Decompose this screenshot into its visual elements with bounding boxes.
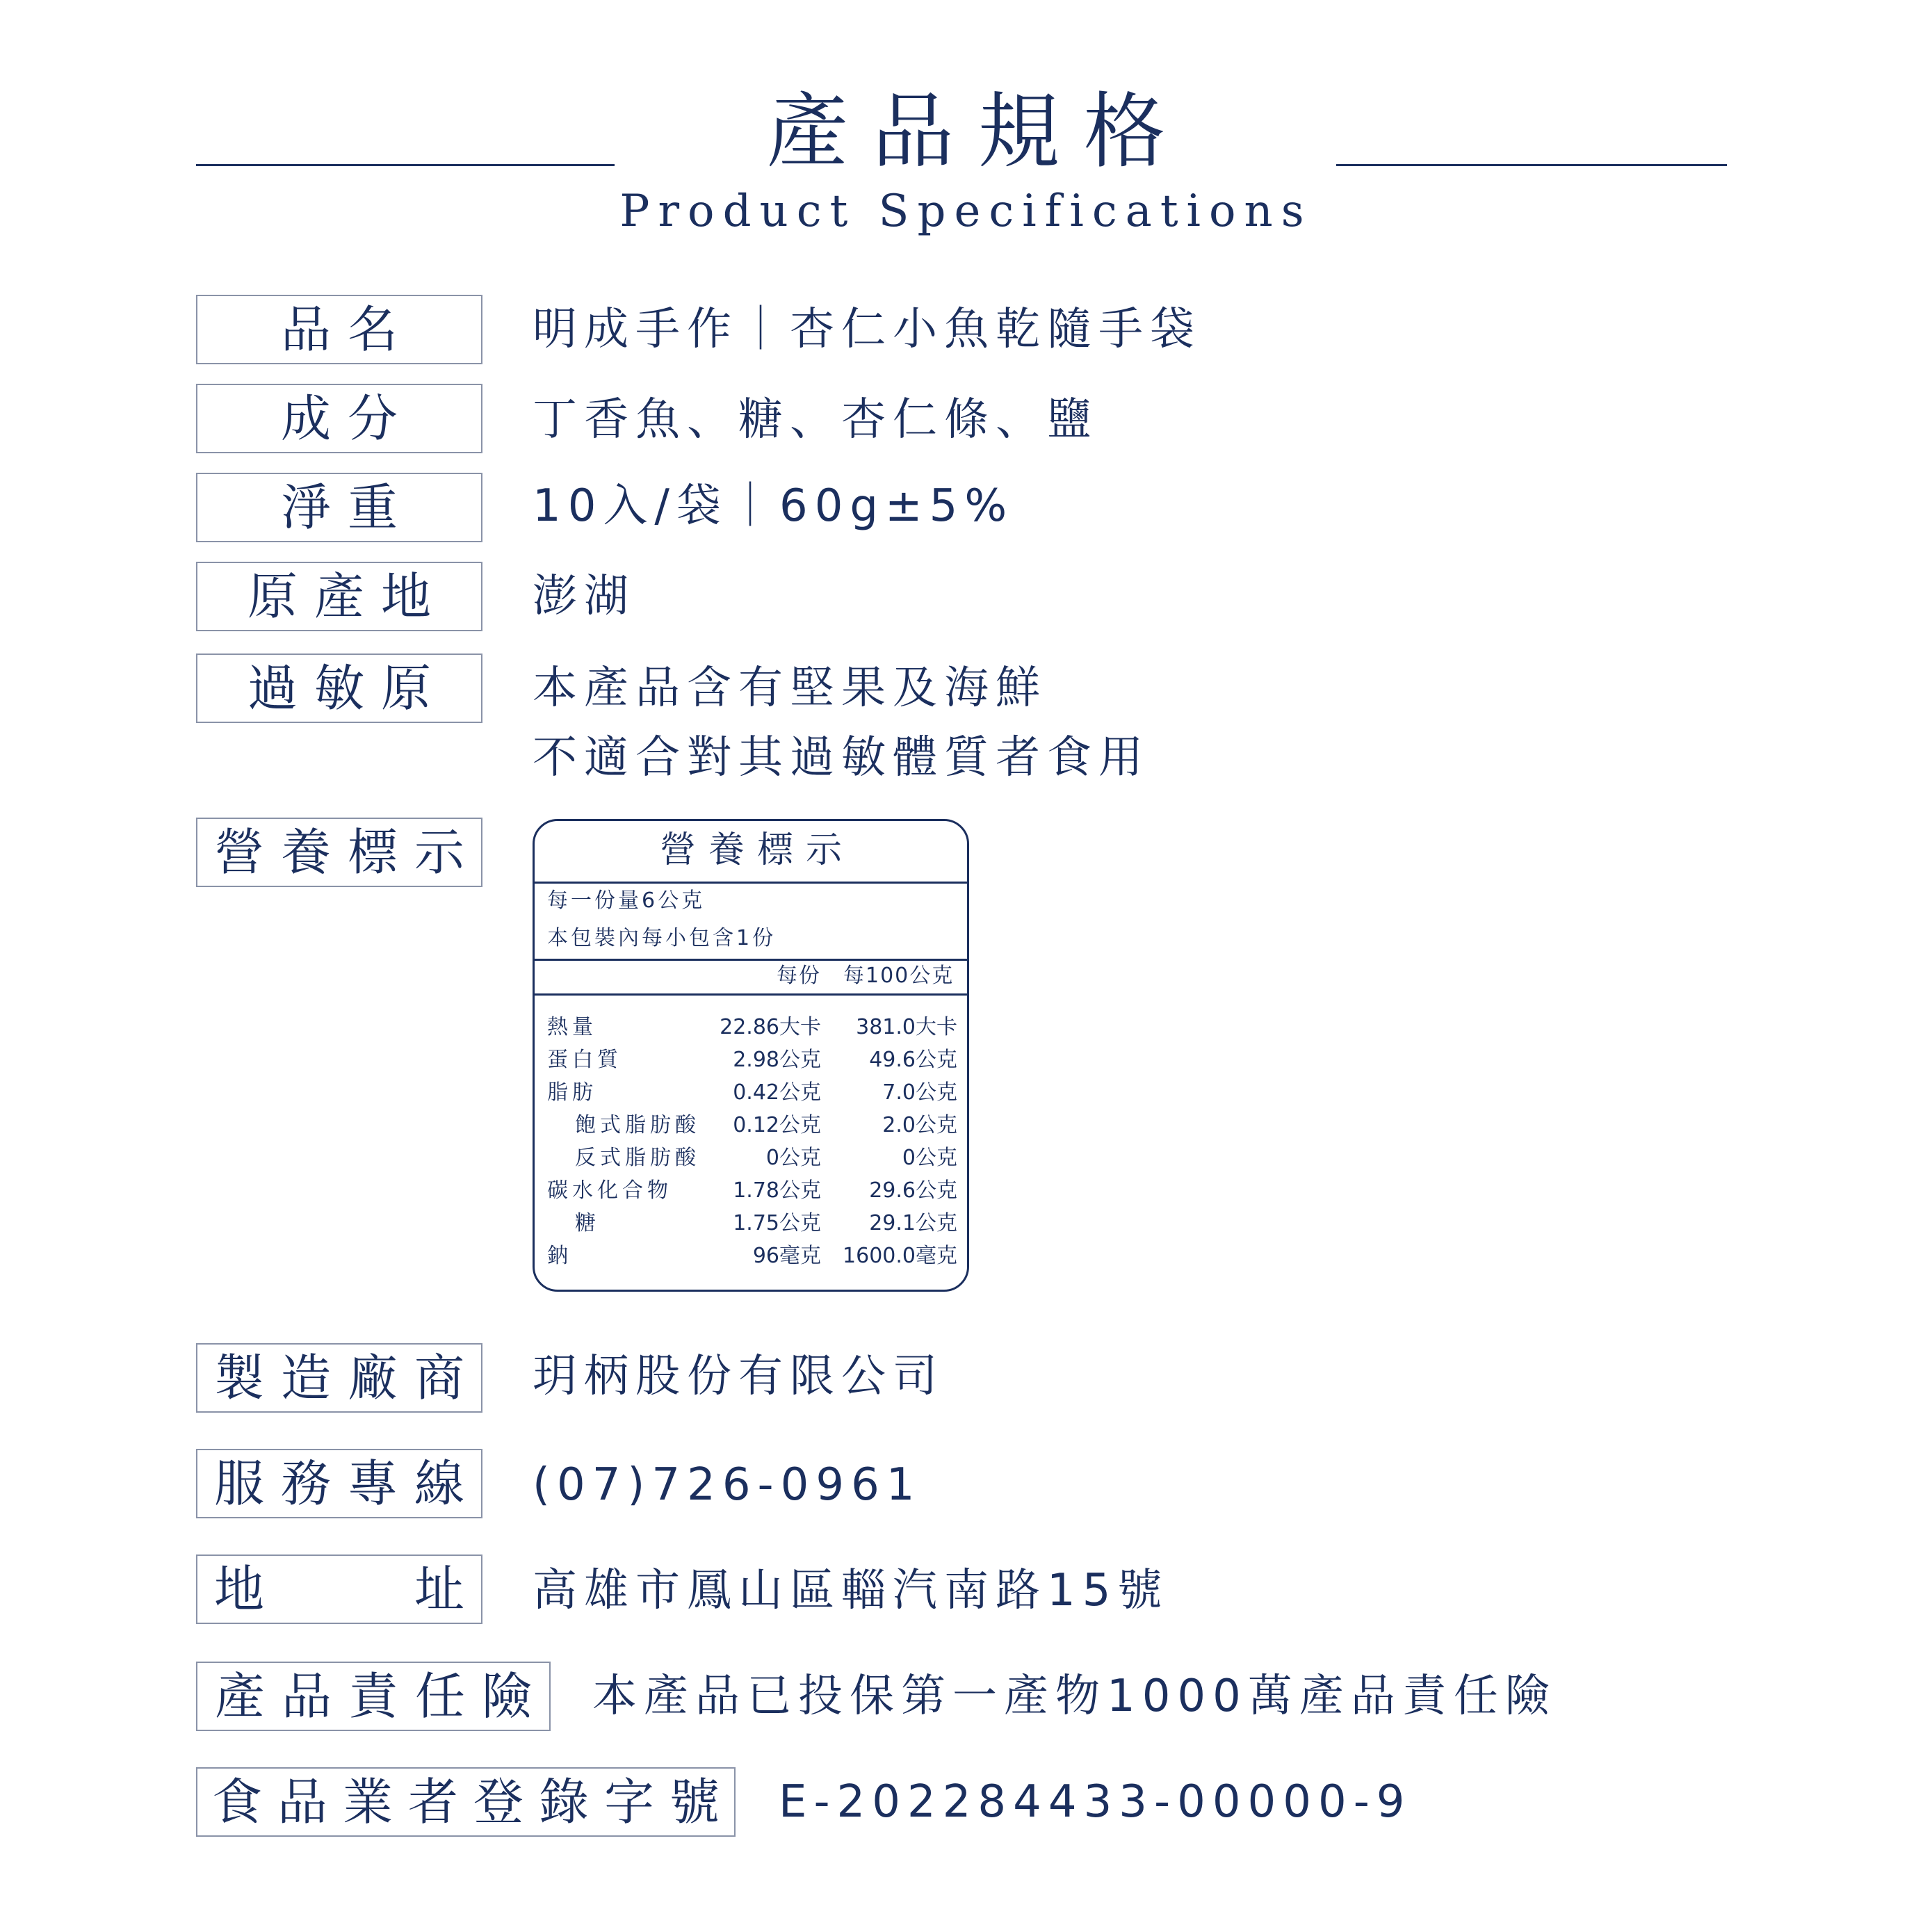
column-header-per-100g: 每100公克	[843, 964, 955, 988]
per-100g-value: 49.6公克	[869, 1048, 957, 1072]
table-row	[547, 1115, 960, 1148]
divider	[535, 993, 967, 996]
nutrient-name: 飽式脂肪酸	[575, 1113, 700, 1137]
label-address-left: 地	[214, 1560, 265, 1618]
table-row	[547, 1050, 960, 1082]
value-ingredients: 丁香魚、糖、杏仁條、鹽	[533, 394, 1098, 446]
label-product-name: 品名	[196, 295, 482, 364]
label-address-right: 址	[414, 1560, 464, 1618]
value-allergen-line1: 本產品含有堅果及海鮮	[533, 663, 1047, 714]
label-manufacturer: 製造廠商	[196, 1343, 482, 1413]
table-row	[547, 1213, 960, 1246]
per-serving-value: 22.86大卡	[720, 1015, 821, 1039]
value-net-weight: 10入/袋｜60g±5%	[533, 480, 1014, 532]
per-serving-value: 0公克	[765, 1146, 821, 1170]
per-100g-value: 7.0公克	[882, 1080, 957, 1105]
divider	[535, 959, 967, 961]
value-food-registration: E-202284433-00000-9	[779, 1776, 1412, 1828]
table-row	[547, 1082, 960, 1115]
table-row	[547, 1180, 960, 1213]
per-100g-value: 29.6公克	[869, 1178, 957, 1203]
value-allergen-line2: 不適合對其過敏體質者食用	[533, 732, 1150, 784]
per-serving-value: 96毫克	[752, 1244, 821, 1268]
servings-per-package: 本包裝內每小包含1份	[547, 926, 777, 950]
nutrient-name: 熱量	[547, 1015, 597, 1039]
value-address: 高雄市鳳山區輜汽南路15號	[533, 1565, 1169, 1616]
label-net-weight: 淨重	[196, 473, 482, 542]
per-serving-value: 1.75公克	[733, 1211, 821, 1235]
serving-size: 每一份量6公克	[547, 888, 706, 913]
nutrient-name: 脂肪	[547, 1080, 597, 1105]
value-manufacturer: 玥柄股份有限公司	[533, 1351, 944, 1402]
label-product-liability: 產品責任險	[196, 1662, 551, 1731]
per-serving-value: 2.98公克	[733, 1048, 821, 1072]
nutrient-name: 蛋白質	[547, 1048, 622, 1072]
label-nutrition: 營養標示	[196, 818, 482, 887]
label-food-registration: 食品業者登錄字號	[196, 1767, 736, 1837]
page-subtitle: Product Specifications	[619, 186, 1313, 237]
per-serving-value: 1.78公克	[733, 1178, 821, 1203]
per-100g-value: 29.1公克	[869, 1211, 957, 1235]
table-row	[547, 1017, 960, 1050]
value-product-name: 明成手作｜杏仁小魚乾隨手袋	[533, 304, 1201, 355]
per-serving-value: 0.42公克	[733, 1080, 821, 1105]
column-header-per-serving: 每份	[777, 964, 821, 988]
label-service-hotline: 服務專線	[196, 1449, 482, 1518]
label-ingredients: 成分	[196, 384, 482, 453]
per-100g-value: 2.0公克	[882, 1113, 957, 1137]
nutrition-table-title: 營養標示	[659, 829, 854, 871]
per-100g-value: 0公克	[902, 1146, 957, 1170]
nutrient-name: 糖	[575, 1211, 600, 1235]
label-allergen: 過敏原	[196, 654, 482, 723]
label-address	[196, 1554, 482, 1624]
nutrition-table	[533, 819, 969, 1292]
table-row	[547, 1246, 960, 1278]
per-100g-value: 381.0大卡	[856, 1015, 957, 1039]
page-title: 產品規格	[766, 83, 1190, 179]
per-serving-value: 0.12公克	[733, 1113, 821, 1137]
value-service-hotline: (07)726-0961	[533, 1459, 922, 1511]
table-row	[547, 1148, 960, 1180]
nutrient-name: 反式脂肪酸	[575, 1146, 700, 1170]
per-100g-value: 1600.0毫克	[843, 1244, 957, 1268]
nutrient-name: 碳水化合物	[547, 1178, 672, 1203]
divider	[535, 882, 967, 884]
label-origin: 原產地	[196, 562, 482, 631]
nutrient-name: 鈉	[547, 1244, 572, 1268]
value-origin: 澎湖	[533, 571, 635, 622]
value-product-liability: 本產品已投保第一產物1000萬產品責任險	[592, 1671, 1557, 1722]
